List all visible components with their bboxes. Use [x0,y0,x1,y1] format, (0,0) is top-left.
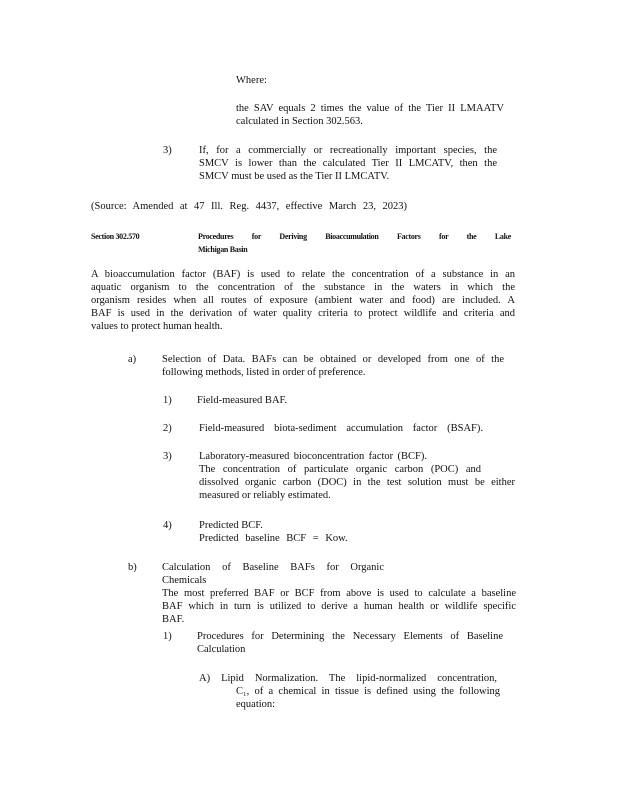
method-3-line-1: Laboratory-measured bioconcentration factor (BCF). [199,451,427,462]
lipid-line-1: A) Lipid Normalization. The lipid-normalized concentration, [199,673,497,684]
subsection-a-text [162,353,504,379]
section-title [198,230,511,256]
item-3-line-1: If, for a commercially or recreationally important species, the [199,145,497,156]
intro-line-4: BAF is used in the derivation of water quality criteria to protect wildlife and criteria and [91,308,515,319]
method-3-line-4: measured or reliably estimated. [199,490,331,501]
where-label: Where: [236,75,267,86]
method-1-text: Field-measured BAF. [197,395,288,406]
subsection-b-line-3: BAF which in turn is utilized to derive a human health or wildlife specific [162,601,516,612]
source-note [91,200,407,213]
lipid-normalization [199,672,500,711]
subsection-a-line-2: following methods, listed in order of preference. [162,367,366,378]
method-3-text [199,450,515,502]
method-2-line-1: Field-measured biota-sediment accumulation factor (BSAF). [199,423,483,434]
subsection-b-line-1: Calculation of Baseline BAFs for Organic Chemicals [162,562,384,586]
subsection-b-line-2: The most preferred BAF or BCF from above is used to calculate a baseline [162,588,516,599]
lipid-line-2: C₁, of a chemical in tissue is defined using the following [236,686,500,697]
method-3-number: 3) [163,451,172,462]
sav-line-2: calculated in Section 302.563. [236,116,363,127]
subsection-a-letter: a) [128,354,137,365]
item-3-line-2: SMCV is lower than the calculated Tier II LMCATV, then the [199,158,497,169]
method-3-line-3: dissolved organic carbon (DOC) in the test solution must be either [199,477,515,488]
procedures-line-1: Procedures for Determining the Necessary Elements of Baseline [197,631,503,642]
lipid-line-3: equation: [236,699,276,710]
procedures-line-2: Calculation [197,644,246,655]
method-4-number: 4) [163,520,172,531]
method-2-text [199,422,483,435]
sav-definition [236,102,504,128]
sav-line-1: the SAV equals 2 times the value of the Tier II LMAATV [236,103,504,114]
subsection-a-line-1: Selection of Data. BAFs can be obtained or developed from one of the [162,354,504,365]
intro-line-3: organism resides when all routes of exposure (ambient water and food) are included. A [91,295,515,306]
subsection-b-letter: b) [128,562,137,573]
section-title-line-2: Michigan Basin [198,245,248,254]
subsection-b-text [162,561,516,626]
intro-line-1: A bioaccumulation factor (BAF) is used to relate the concentration of a substance in an [91,269,515,280]
method-1-number: 1) [163,395,172,406]
section-title-line-1: Procedures for Deriving Bioaccumulation Factors for the Lake [198,232,511,241]
method-3-line-2: The concentration of particulate organic carbon (POC) and [199,464,481,475]
procedures-number: 1) [163,631,172,642]
method-4-text [199,519,348,545]
intro-line-2: aquatic organism to the concentration of the substance in the waters in which the [91,282,515,293]
method-2-number: 2) [163,423,172,434]
item-3-line-3: SMCV must be used as the Tier II LMCATV. [199,171,390,182]
method-4-line-2: Predicted baseline BCF = Kow. [199,533,348,544]
item-3-number: 3) [163,145,172,156]
subsection-b-line-4: BAF. [162,614,185,625]
section-number: Section 302.570 [91,232,140,241]
intro-line-5: values to protect human health. [91,321,223,332]
procedures-text [197,630,503,656]
method-4-line-1: Predicted BCF. [199,520,263,531]
intro-paragraph [91,268,515,333]
source-text: (Source: Amended at 47 Ill. Reg. 4437, effective March 23, 2023) [91,201,407,212]
item-3-text [199,144,497,183]
